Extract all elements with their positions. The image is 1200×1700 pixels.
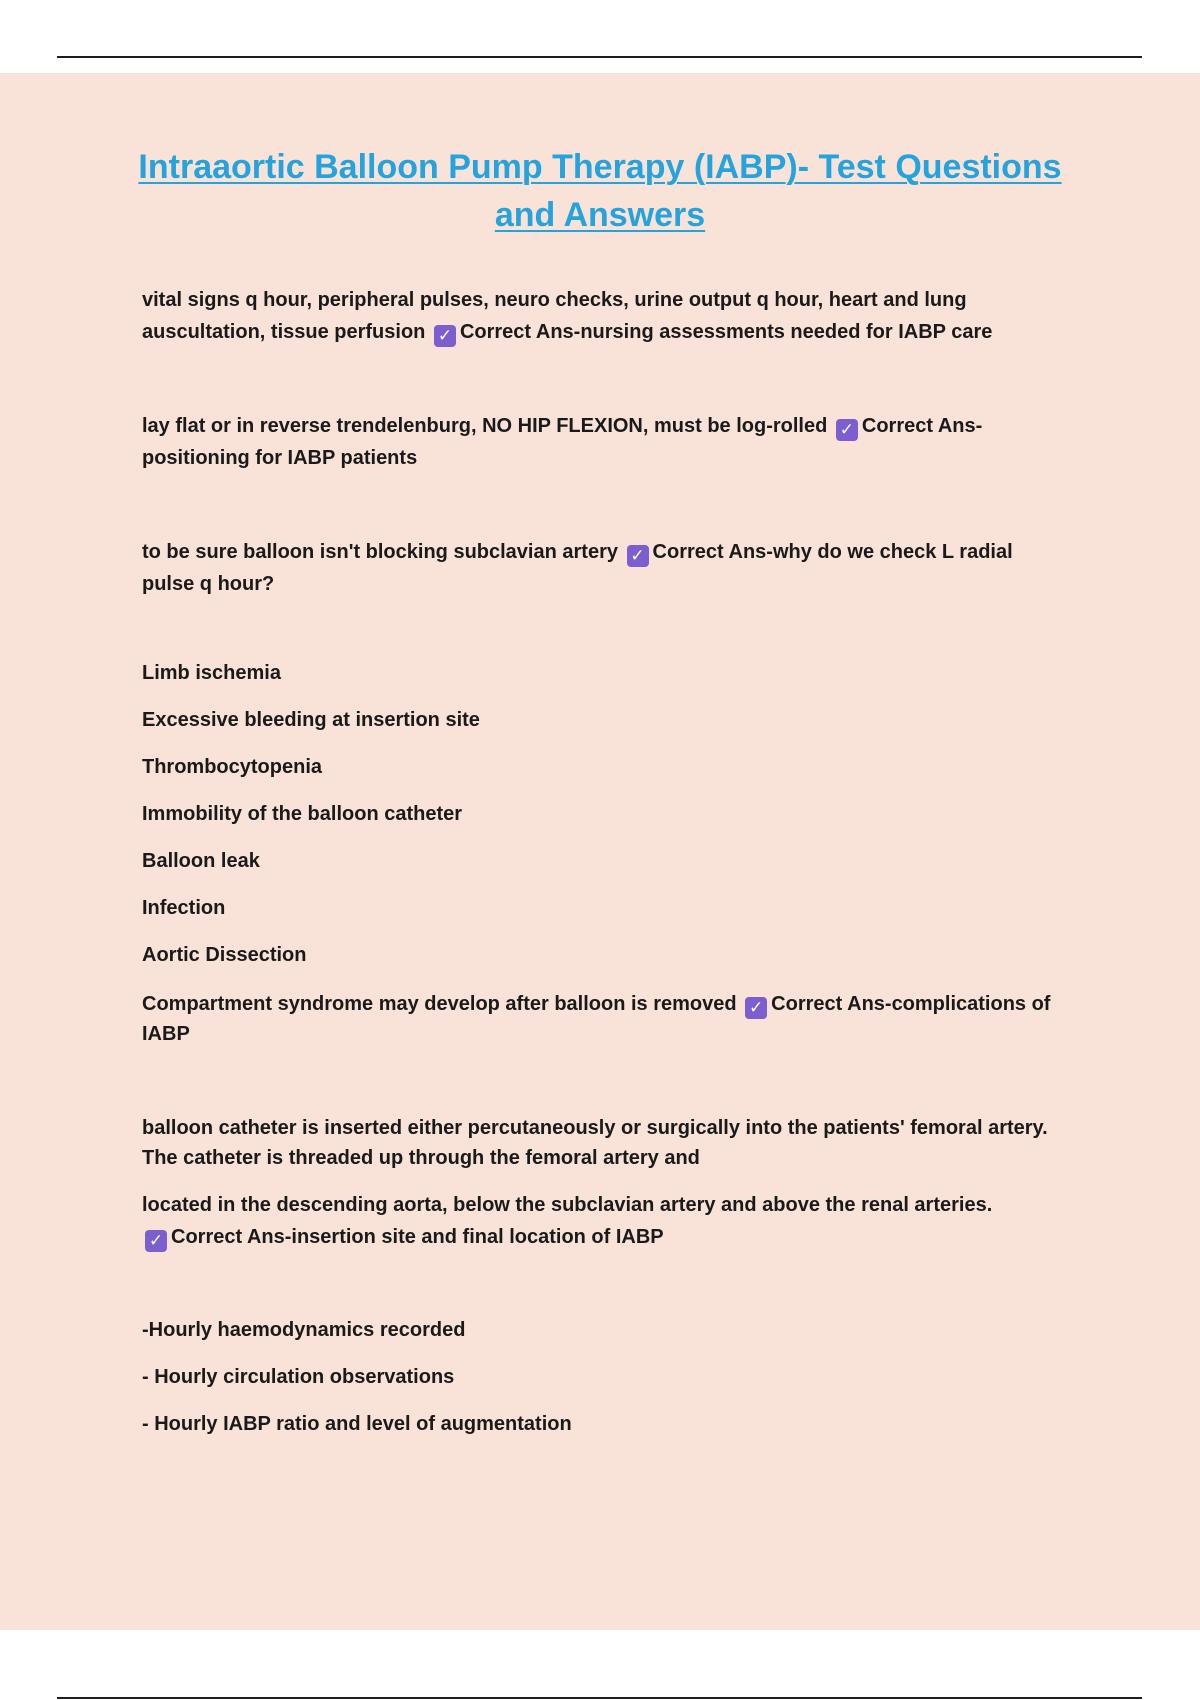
- list-item: Aortic Dissection: [142, 944, 307, 966]
- question-text: Correct Ans-positioning for IABP patients: [142, 415, 983, 469]
- list-item: Excessive bleeding at insertion site: [142, 709, 480, 731]
- top-rule: [57, 56, 1142, 58]
- list-item: Immobility of the balloon catheter: [142, 803, 463, 825]
- checkbox-checked-icon: ✓: [627, 545, 649, 567]
- answer-text: located in the descending aorta, below the subclavian artery and above the renal arteries.: [142, 1194, 993, 1216]
- list-item: Infection: [142, 897, 226, 919]
- monitoring-list: [142, 1317, 1062, 1437]
- list-item: -Hourly haemodynamics recorded: [142, 1319, 466, 1341]
- list-item: Limb ischemia: [142, 662, 281, 684]
- qa-item-complications: [142, 989, 1062, 1049]
- question-text: Correct Ans-why do we check L radial pulse q hour?: [142, 541, 1013, 595]
- document-body: [142, 284, 1062, 1458]
- insertion-paragraph: balloon catheter is inserted either percutaneously or surgically into the patients' femoral artery. The catheter is threaded up through the femoral artery and: [142, 1117, 1048, 1169]
- question-text: Correct Ans-nursing assessments needed for IABP care: [459, 321, 993, 343]
- qa-item-insertion: [142, 1189, 1062, 1253]
- question-text: Correct Ans-complications of IABP: [142, 993, 1051, 1045]
- qa-item-2: [142, 410, 1062, 474]
- bottom-rule: [57, 1697, 1142, 1699]
- checkbox-checked-icon: ✓: [745, 997, 767, 1019]
- document-title: Intraaortic Balloon Pump Therapy (IABP)- Test Questions and Answers: [138, 148, 1062, 234]
- answer-text: to be sure balloon isn't blocking subclavian artery: [142, 541, 618, 563]
- question-text: Correct Ans-insertion site and final location of IABP: [171, 1226, 664, 1248]
- checkbox-checked-icon: ✓: [145, 1230, 167, 1252]
- list-item: Balloon leak: [142, 850, 260, 872]
- qa-item-1: [142, 284, 1062, 348]
- complications-list: [142, 660, 1062, 968]
- list-item: Thrombocytopenia: [142, 756, 323, 778]
- list-item: - Hourly IABP ratio and level of augmentation: [142, 1413, 572, 1435]
- answer-text: lay flat or in reverse trendelenburg, NO HIP FLEXION, must be log-rolled: [142, 415, 828, 437]
- checkbox-checked-icon: ✓: [434, 325, 456, 347]
- qa-item-3: [142, 536, 1062, 600]
- answer-text: vital signs q hour, peripheral pulses, neuro checks, urine output q hour, heart and lung auscultation, tissue perfusion: [142, 289, 967, 343]
- list-item: - Hourly circulation observations: [142, 1366, 455, 1388]
- answer-text: Compartment syndrome may develop after balloon is removed: [142, 993, 737, 1015]
- checkbox-checked-icon: ✓: [836, 419, 858, 441]
